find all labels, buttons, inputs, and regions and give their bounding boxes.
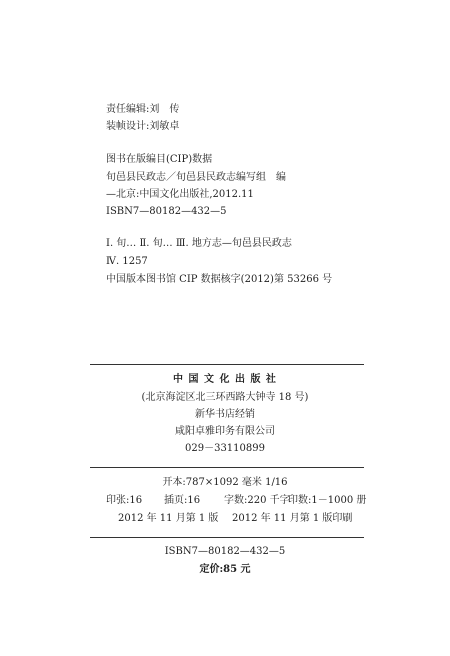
- insert-pages: 插页:16: [164, 495, 201, 506]
- top-divider: [90, 364, 364, 365]
- cip-line-publication: —北京:中国文化出版社,2012.11: [106, 189, 254, 200]
- footer-isbn: ISBN7—80182—432—5: [164, 546, 286, 557]
- publisher-name: 中 国 文 化 出 版 社: [173, 374, 277, 385]
- price: 定价:85 元: [199, 564, 251, 575]
- print-sheets: 印张:16: [106, 495, 143, 506]
- word-count: 字数:220 千字: [224, 495, 290, 506]
- distributor: 新华书店经销: [195, 409, 255, 420]
- cip-heading: 图书在版编目(CIP)数据: [106, 154, 213, 165]
- middle-divider: [90, 467, 364, 468]
- publisher-address: (北京海淀区北三环西路大钟寺 18 号): [141, 392, 309, 403]
- cip-line-title: 旬邑县民政志／旬邑县民政志编写组 编: [106, 172, 286, 183]
- print-run: 印数:1－1000 册: [288, 495, 367, 506]
- printer-phone: 029－33110899: [185, 443, 265, 454]
- cip-line-isbn: ISBN7—80182—432—5: [106, 206, 227, 217]
- cip-record-number: 中国版本图书馆 CIP 数据核字(2012)第 53266 号: [106, 274, 333, 285]
- printing-date: 2012 年 11 月第 1 版印刷: [232, 513, 353, 524]
- editor-credit: 责任编辑:刘 传: [106, 104, 180, 115]
- printer: 咸阳卓雅印务有限公司: [175, 426, 275, 437]
- edition-date: 2012 年 11 月第 1 版: [118, 513, 219, 524]
- bottom-divider: [90, 537, 364, 538]
- cip-classification: Ⅳ. 1257: [106, 256, 148, 267]
- cip-subjects: Ⅰ. 旬… Ⅱ. 旬… Ⅲ. 地方志—旬邑县民政志: [106, 238, 292, 249]
- designer-credit: 装帧设计:刘敏卓: [106, 121, 180, 132]
- book-format: 开本:787×1092 毫米 1/16: [162, 477, 288, 488]
